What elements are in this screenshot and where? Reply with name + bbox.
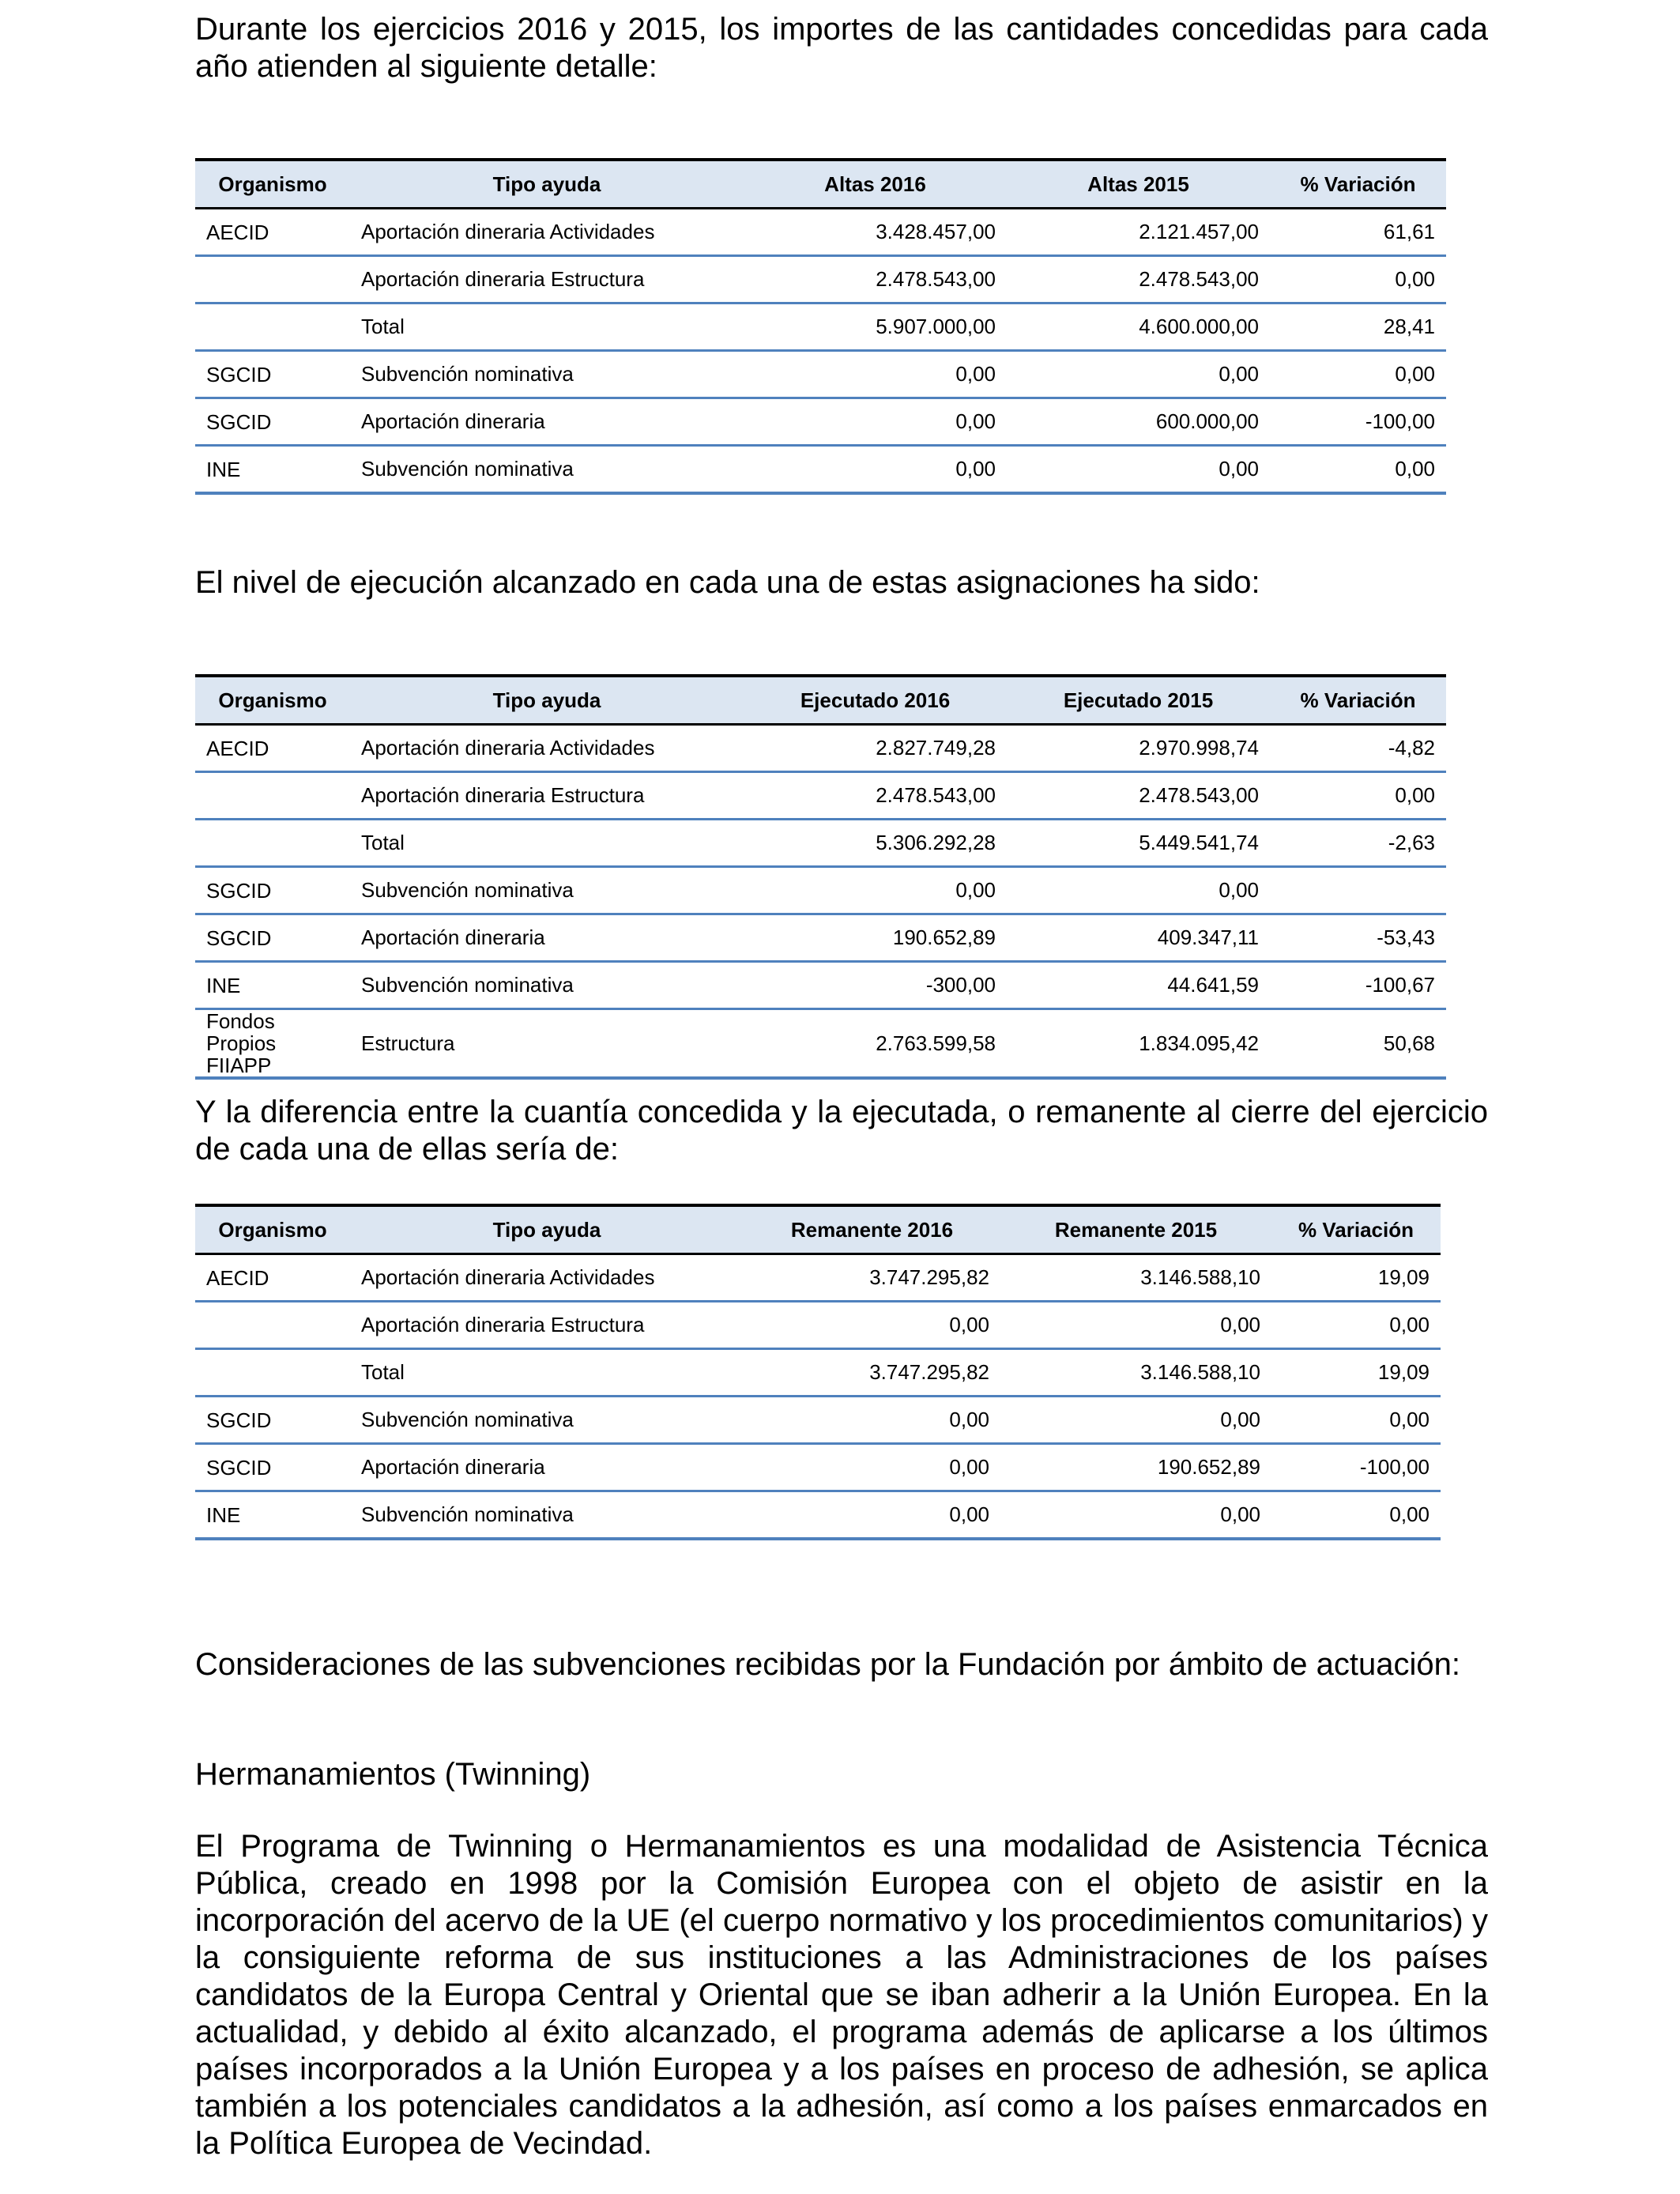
- cell-year-2: 3.146.588,10: [1000, 1254, 1271, 1302]
- cell-tipo-ayuda: Subvención nominativa: [350, 1491, 744, 1540]
- section-subheading: Hermanamientos (Twinning): [195, 1757, 591, 1792]
- table-row: [195, 1009, 1446, 1079]
- cell-year-1: 2.478.543,00: [744, 256, 1007, 303]
- table-row: [195, 1397, 1441, 1444]
- cell-tipo-ayuda: Aportación dineraria: [350, 398, 744, 446]
- cell-tipo-ayuda: Aportación dineraria Estructura: [350, 772, 744, 820]
- cell-tipo-ayuda: Subvención nominativa: [350, 351, 744, 398]
- cell-year-1: 5.306.292,28: [744, 820, 1007, 867]
- table-row: [195, 725, 1446, 772]
- table-row: [195, 962, 1446, 1009]
- table-row: [195, 446, 1446, 494]
- table-header-row: [195, 676, 1446, 725]
- table-row: [195, 1349, 1441, 1397]
- cell-organismo: AECID: [195, 1254, 350, 1302]
- cell-year-1: 3.747.295,82: [744, 1349, 1000, 1397]
- cell-variacion: 61,61: [1270, 209, 1446, 256]
- header-variacion: % Variación: [1270, 676, 1446, 725]
- cell-year-2: 3.146.588,10: [1000, 1349, 1271, 1397]
- cell-variacion: 50,68: [1270, 1009, 1446, 1079]
- cell-year-2: 0,00: [1007, 446, 1270, 494]
- cell-organismo: [195, 1302, 350, 1349]
- cell-year-2: 2.121.457,00: [1007, 209, 1270, 256]
- cell-year-1: 0,00: [744, 446, 1007, 494]
- cell-tipo-ayuda: Total: [350, 303, 744, 351]
- header-year-1: Remanente 2016: [744, 1205, 1000, 1254]
- cell-year-1: 0,00: [744, 1444, 1000, 1491]
- cell-organismo: SGCID: [195, 914, 350, 962]
- altas-table: [195, 158, 1446, 495]
- considerations-paragraph: Consideraciones de las subvenciones recibidas por la Fundación por ámbito de actuación:: [195, 1647, 1460, 1682]
- cell-year-1: 0,00: [744, 867, 1007, 914]
- cell-organismo: SGCID: [195, 1444, 350, 1491]
- table-row: [195, 303, 1446, 351]
- cell-year-2: 0,00: [1000, 1491, 1271, 1540]
- cell-tipo-ayuda: Total: [350, 1349, 744, 1397]
- cell-organismo: INE: [195, 962, 350, 1009]
- cell-year-2: 0,00: [1007, 867, 1270, 914]
- cell-tipo-ayuda: Aportación dineraria: [350, 914, 744, 962]
- header-tipo-ayuda: Tipo ayuda: [350, 1205, 744, 1254]
- header-organismo: Organismo: [195, 1205, 350, 1254]
- cell-organismo: SGCID: [195, 398, 350, 446]
- cell-year-2: 0,00: [1000, 1397, 1271, 1444]
- cell-year-1: 0,00: [744, 398, 1007, 446]
- table-row: [195, 1254, 1441, 1302]
- cell-variacion: [1270, 867, 1446, 914]
- cell-year-2: 0,00: [1007, 351, 1270, 398]
- cell-variacion: 0,00: [1271, 1491, 1441, 1540]
- cell-variacion: 19,09: [1271, 1254, 1441, 1302]
- cell-tipo-ayuda: Aportación dineraria Estructura: [350, 1302, 744, 1349]
- cell-organismo: [195, 303, 350, 351]
- cell-year-1: 2.478.543,00: [744, 772, 1007, 820]
- cell-year-1: 190.652,89: [744, 914, 1007, 962]
- remanente-table: [195, 1204, 1441, 1540]
- cell-variacion: 0,00: [1270, 351, 1446, 398]
- cell-year-2: 2.478.543,00: [1007, 256, 1270, 303]
- cell-variacion: -100,67: [1270, 962, 1446, 1009]
- cell-organismo: Fondos Propios FIIAPP: [195, 1009, 350, 1079]
- cell-organismo: [195, 820, 350, 867]
- cell-year-2: 409.347,11: [1007, 914, 1270, 962]
- cell-variacion: 0,00: [1271, 1397, 1441, 1444]
- cell-year-1: 3.747.295,82: [744, 1254, 1000, 1302]
- table-row: [195, 1491, 1441, 1540]
- table-header-row: [195, 1205, 1441, 1254]
- cell-tipo-ayuda: Aportación dineraria Actividades: [350, 1254, 744, 1302]
- header-year-2: Ejecutado 2015: [1007, 676, 1270, 725]
- cell-organismo: SGCID: [195, 1397, 350, 1444]
- table-row: [195, 867, 1446, 914]
- table-row: [195, 256, 1446, 303]
- cell-year-1: 0,00: [744, 351, 1007, 398]
- intro-paragraph: Durante los ejercicios 2016 y 2015, los importes de las cantidades concedidas para cada año atienden al siguiente detalle:: [195, 12, 1488, 84]
- header-organismo: Organismo: [195, 676, 350, 725]
- header-organismo: Organismo: [195, 160, 350, 209]
- cell-year-1: 2.827.749,28: [744, 725, 1007, 772]
- cell-organismo: [195, 772, 350, 820]
- cell-tipo-ayuda: Aportación dineraria: [350, 1444, 744, 1491]
- cell-tipo-ayuda: Estructura: [350, 1009, 744, 1079]
- cell-year-1: 2.763.599,58: [744, 1009, 1007, 1079]
- cell-tipo-ayuda: Total: [350, 820, 744, 867]
- cell-year-2: 4.600.000,00: [1007, 303, 1270, 351]
- cell-tipo-ayuda: Aportación dineraria Estructura: [350, 256, 744, 303]
- ejecutado-table: [195, 674, 1446, 1080]
- table-row: [195, 1302, 1441, 1349]
- cell-year-2: 44.641,59: [1007, 962, 1270, 1009]
- cell-organismo: AECID: [195, 725, 350, 772]
- cell-tipo-ayuda: Subvención nominativa: [350, 446, 744, 494]
- table-row: [195, 820, 1446, 867]
- cell-year-1: 0,00: [744, 1491, 1000, 1540]
- cell-tipo-ayuda: Subvención nominativa: [350, 1397, 744, 1444]
- table-header-row: [195, 160, 1446, 209]
- table-row: [195, 914, 1446, 962]
- cell-organismo: [195, 256, 350, 303]
- cell-tipo-ayuda: Aportación dineraria Actividades: [350, 209, 744, 256]
- cell-year-2: 2.478.543,00: [1007, 772, 1270, 820]
- header-variacion: % Variación: [1271, 1205, 1441, 1254]
- header-year-2: Altas 2015: [1007, 160, 1270, 209]
- cell-variacion: -4,82: [1270, 725, 1446, 772]
- cell-organismo: SGCID: [195, 867, 350, 914]
- cell-organismo: AECID: [195, 209, 350, 256]
- cell-year-2: 0,00: [1000, 1302, 1271, 1349]
- table-row: [195, 351, 1446, 398]
- header-variacion: % Variación: [1270, 160, 1446, 209]
- table-row: [195, 398, 1446, 446]
- cell-variacion: -53,43: [1270, 914, 1446, 962]
- cell-variacion: 0,00: [1270, 446, 1446, 494]
- cell-tipo-ayuda: Aportación dineraria Actividades: [350, 725, 744, 772]
- cell-year-2: 2.970.998,74: [1007, 725, 1270, 772]
- cell-variacion: 0,00: [1271, 1302, 1441, 1349]
- cell-tipo-ayuda: Subvención nominativa: [350, 867, 744, 914]
- cell-variacion: -100,00: [1270, 398, 1446, 446]
- cell-organismo: INE: [195, 1491, 350, 1540]
- cell-tipo-ayuda: Subvención nominativa: [350, 962, 744, 1009]
- cell-organismo: INE: [195, 446, 350, 494]
- table-row: [195, 1444, 1441, 1491]
- cell-variacion: 0,00: [1270, 256, 1446, 303]
- twinning-paragraph: El Programa de Twinning o Hermanamientos es una modalidad de Asistencia Técnica Pública, creado en 1998 por la Comisión Europea con el objeto de asistir en la incorporación del acervo de la UE (el cuerpo normativo y los procedimientos comunitarios) y la consiguiente reforma de sus instituciones a las Administraciones de los países candidatos de la Europa Central y Oriental que se iban adherir a la Unión Europea. En la actualidad, y debido al éxito alcanzado, el programa además de aplicarse a los últimos países incorporados a la Unión Europea y a los países en proceso de adhesión, se aplica también a los potenciales candidatos a la adhesión, así como a los países enmarcados en la Política Europea de Vecindad.: [195, 1829, 1488, 2161]
- cell-variacion: -100,00: [1271, 1444, 1441, 1491]
- header-tipo-ayuda: Tipo ayuda: [350, 676, 744, 725]
- execution-paragraph: El nivel de ejecución alcanzado en cada una de estas asignaciones ha sido:: [195, 565, 1260, 600]
- cell-year-1: 0,00: [744, 1397, 1000, 1444]
- table-row: [195, 209, 1446, 256]
- cell-year-2: 600.000,00: [1007, 398, 1270, 446]
- cell-year-1: 5.907.000,00: [744, 303, 1007, 351]
- cell-organismo: [195, 1349, 350, 1397]
- cell-year-2: 1.834.095,42: [1007, 1009, 1270, 1079]
- header-year-1: Ejecutado 2016: [744, 676, 1007, 725]
- remanente-paragraph: Y la diferencia entre la cuantía concedida y la ejecutada, o remanente al cierre del ejercicio de cada una de ellas sería de:: [195, 1095, 1488, 1167]
- table-row: [195, 772, 1446, 820]
- cell-variacion: 28,41: [1270, 303, 1446, 351]
- cell-variacion: 0,00: [1270, 772, 1446, 820]
- cell-variacion: 19,09: [1271, 1349, 1441, 1397]
- cell-year-2: 5.449.541,74: [1007, 820, 1270, 867]
- cell-year-1: -300,00: [744, 962, 1007, 1009]
- cell-organismo: SGCID: [195, 351, 350, 398]
- header-year-2: Remanente 2015: [1000, 1205, 1271, 1254]
- cell-year-1: 3.428.457,00: [744, 209, 1007, 256]
- cell-variacion: -2,63: [1270, 820, 1446, 867]
- cell-year-2: 190.652,89: [1000, 1444, 1271, 1491]
- cell-year-1: 0,00: [744, 1302, 1000, 1349]
- header-year-1: Altas 2016: [744, 160, 1007, 209]
- header-tipo-ayuda: Tipo ayuda: [350, 160, 744, 209]
